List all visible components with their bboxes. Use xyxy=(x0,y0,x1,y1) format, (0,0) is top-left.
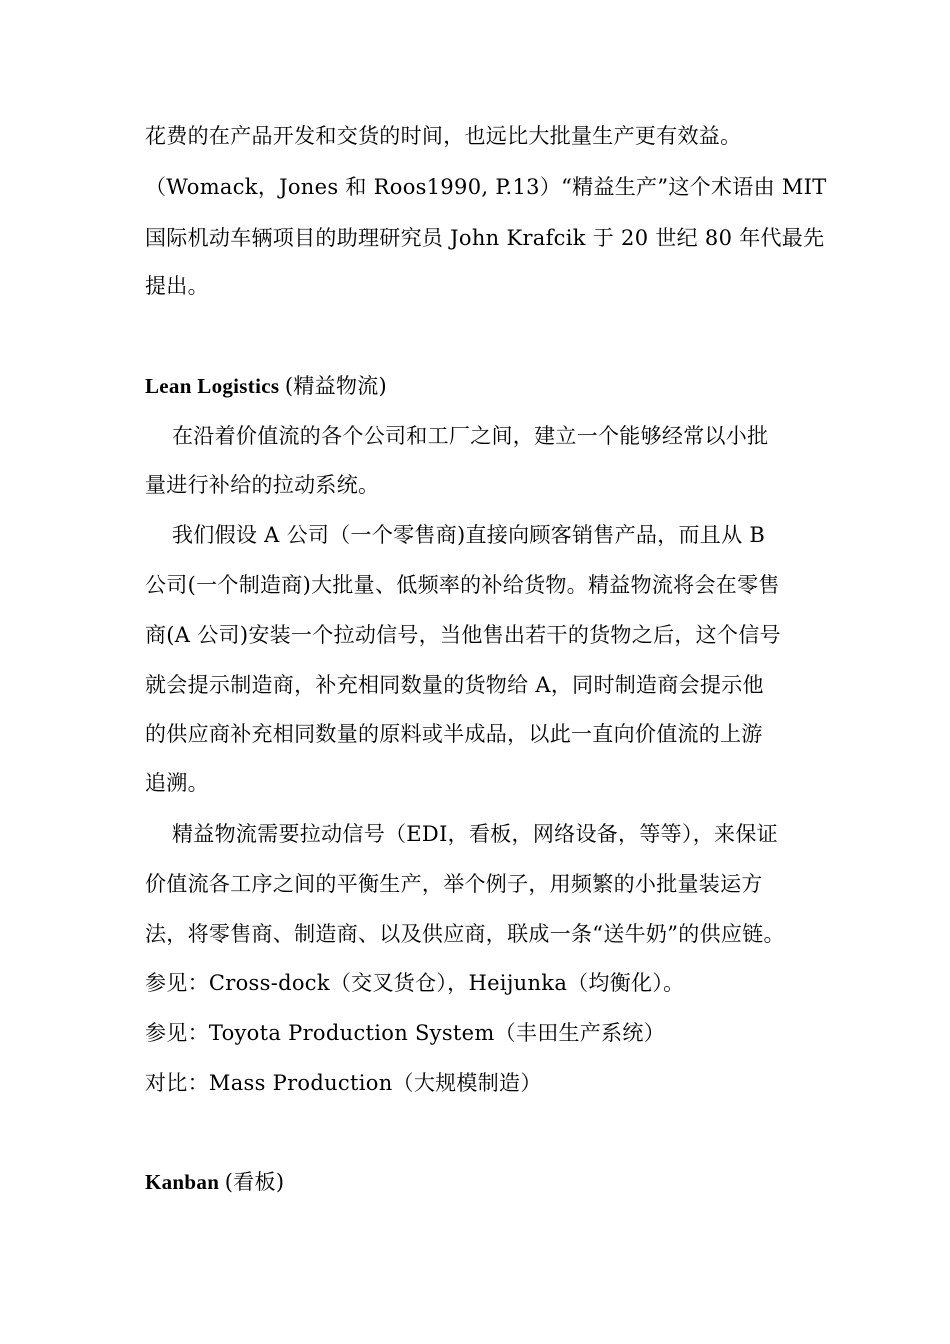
paragraph-line: 量进行补给的拉动系统。 xyxy=(145,473,380,497)
heading-english: Lean Logistics xyxy=(145,374,280,398)
section-heading-lean-logistics xyxy=(145,371,387,401)
paragraph-line: 精益物流需要拉动信号（EDI，看板，网络设备，等等），来保证 xyxy=(172,822,778,846)
paragraph-line: 在沿着价值流的各个公司和工厂之间，建立一个能够经常以小批 xyxy=(172,424,769,448)
paragraph-line: 法，将零售商、制造商、以及供应商，联成一条“送牛奶”的供应链。 xyxy=(145,922,785,946)
paragraph-line: 公司(一个制造商)大批量、低频率的补给货物。精益物流将会在零售 xyxy=(145,573,780,597)
paragraph-line: 追溯。 xyxy=(145,771,209,795)
intro-line-4: 提出。 xyxy=(145,274,209,298)
paragraph-line: 就会提示制造商，补充相同数量的货物给 A，同时制造商会提示他 xyxy=(145,673,764,697)
paragraph-line: 的供应商补充相同数量的原料或半成品，以此一直向价值流的上游 xyxy=(145,722,763,746)
section-heading-kanban xyxy=(145,1167,284,1197)
paragraph-line: 商(A 公司)安装一个拉动信号，当他售出若干的货物之后，这个信号 xyxy=(145,623,781,647)
paragraph-line: 价值流各工序之间的平衡生产，举个例子，用频繁的小批量装运方 xyxy=(145,872,763,896)
heading-chinese: (精益物流) xyxy=(284,374,388,398)
intro-line-1: 花费的在产品开发和交货的时间，也远比大批量生产更有效益。 xyxy=(145,124,742,148)
reference-line: 参见：Toyota Production System（丰田生产系统） xyxy=(145,1021,666,1045)
reference-line: 对比：Mass Production（大规模制造） xyxy=(145,1071,542,1095)
heading-chinese: (看板) xyxy=(224,1170,285,1194)
reference-line: 参见：Cross-dock（交叉货仓），Heijunka（均衡化）。 xyxy=(145,971,685,995)
paragraph-line: 我们假设 A 公司（一个零售商)直接向顾客销售产品，而且从 B xyxy=(172,523,766,547)
heading-english: Kanban xyxy=(145,1170,220,1194)
intro-line-3: 国际机动车辆项目的助理研究员 John Krafcik 于 20 世纪 80 年代最先 xyxy=(145,226,825,250)
intro-line-2: （Womack，Jones 和 Roos1990, P.13）“精益生产”这个术语由 MIT xyxy=(145,175,827,199)
